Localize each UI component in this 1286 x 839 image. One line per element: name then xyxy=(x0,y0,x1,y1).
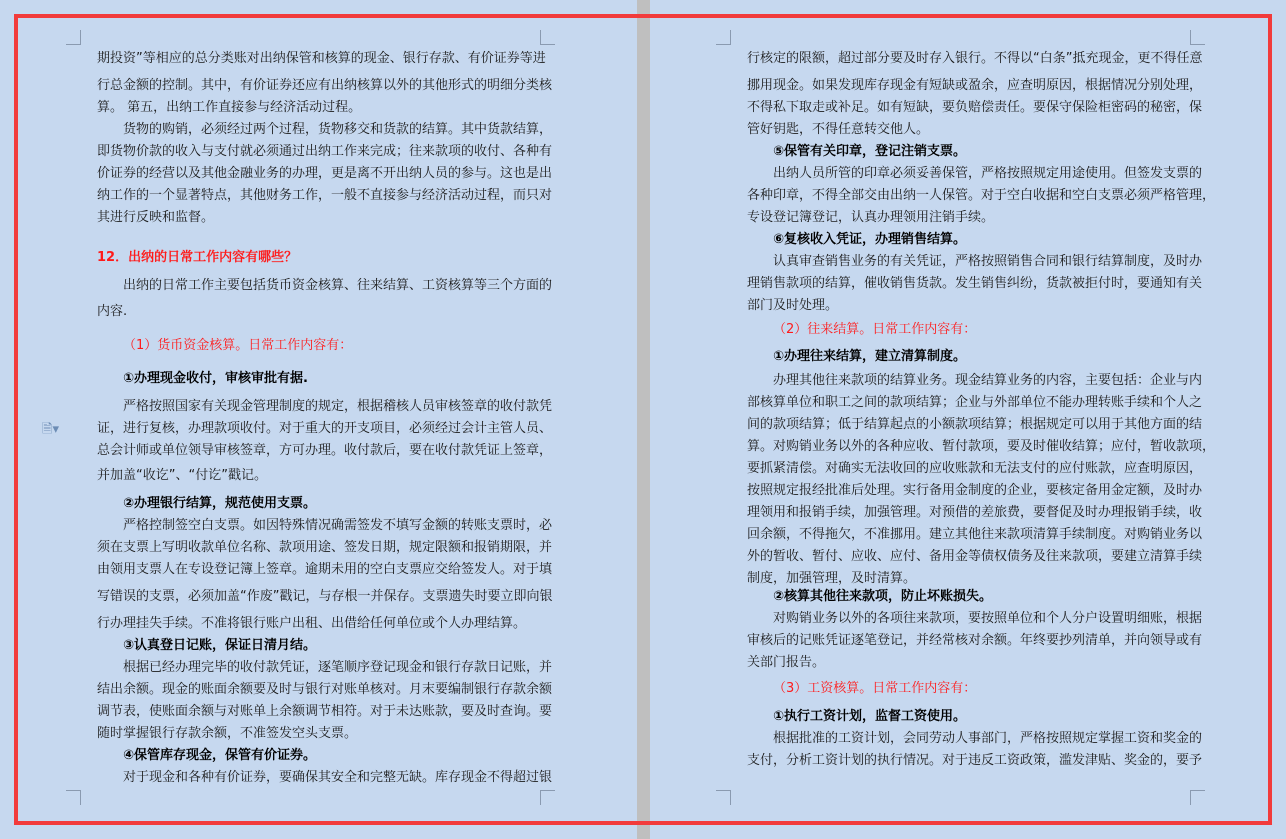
item-heading[interactable]: ①办理往来结算，建立清算制度。 xyxy=(773,349,967,364)
text-line[interactable]: 算。对购销业务以外的各种应收、暂付款项，要及时催收结算；应付，暂收款项， xyxy=(747,439,1216,454)
text-line[interactable]: 间的款项结算；低于结算起点的小额款项结算；根据规定可以用于其他方面的结 xyxy=(747,417,1203,432)
text-line[interactable]: 部核算单位和职工之间的款项结算；企业与外部单位不能办理转账手续和个人之 xyxy=(747,395,1203,410)
text-line[interactable]: 行总金额的控制。其中，有价证券还应有出纳核算以外的其他形式的明细分类核 xyxy=(97,78,553,93)
text-line[interactable]: 管好钥匙，不得任意转交他人。 xyxy=(747,122,930,137)
text-line[interactable]: 要抓紧清偿。对确实无法收回的应收账款和无法支付的应付账款，应查明原因， xyxy=(747,461,1203,476)
margin-corner-mark xyxy=(540,30,555,45)
item-heading[interactable]: ②核算其他往来款项，防止坏账损失。 xyxy=(773,589,993,604)
text-line[interactable]: 理领用和报销手续，加强管理。对预借的差旅费，要督促及时办理报销手续，收 xyxy=(747,505,1203,520)
margin-corner-mark xyxy=(66,790,81,805)
text-line[interactable]: 即货物价款的收入与支付就必须通过出纳工作来完成；往来款项的收付、各种有 xyxy=(97,144,553,159)
text-line[interactable]: 货物的购销，必须经过两个过程，货物移交和货款的结算。其中货款结算， xyxy=(123,122,553,137)
item-heading[interactable]: ④保管库存现金，保管有价证券。 xyxy=(123,748,317,763)
section-heading[interactable]: 12．出纳的日常工作内容有哪些？ xyxy=(97,250,298,265)
text-line[interactable]: 外的暂收、暂付、应收、应付、备用金等债权债务及往来款项，要建立清算手续 xyxy=(747,549,1203,564)
text-line[interactable]: 总会计师或单位领导审核签章，方可办理。收付款后，要在收付款凭证上签章， xyxy=(97,443,553,458)
text-line[interactable]: 部门及时处理。 xyxy=(747,298,839,313)
margin-corner-mark xyxy=(716,30,731,45)
item-heading[interactable]: ⑥复核收入凭证，办理销售结算。 xyxy=(773,232,967,247)
subsection-heading[interactable]: （3）工资核算。日常工作内容有： xyxy=(773,681,977,696)
text-line[interactable]: 严格按照国家有关现金管理制度的规定，根据稽核人员审核签章的收付款凭 xyxy=(123,399,553,414)
text-line[interactable]: 按照规定报经批准后处理。实行备用金制度的企业，要核定备用金定额，及时办 xyxy=(747,483,1203,498)
margin-corner-mark xyxy=(540,790,555,805)
text-line[interactable]: 理销售款项的结算，催收销售货款。发生销售纠纷，货款被拒付时，要通知有关 xyxy=(747,276,1203,291)
text-line[interactable]: 回余额，不得拖欠，不准挪用。建立其他往来款项清算手续制度。对购销业务以 xyxy=(747,527,1203,542)
text-line[interactable]: 期投资”等相应的总分类账对出纳保管和核算的现金、银行存款、有价证券等进 xyxy=(97,51,546,66)
text-line[interactable]: 关部门报告。 xyxy=(747,655,826,670)
text-line[interactable]: 制度，加强管理，及时清算。 xyxy=(747,571,917,586)
document-page-left[interactable] xyxy=(0,0,637,839)
document-page-right[interactable] xyxy=(650,0,1286,839)
text-line[interactable]: 调节表，使账面余额与对账单上余额调节相符。对于未达账款，要及时查询。要 xyxy=(97,704,553,719)
text-line[interactable]: 价证券的经营以及其他金融业务的办理，更是离不开出纳人员的参与。这也是出 xyxy=(97,166,553,181)
text-line[interactable]: 严格控制签空白支票。如因特殊情况确需签发不填写金额的转账支票时，必 xyxy=(123,518,553,533)
text-line[interactable]: 对购销业务以外的各项往来款项，要按照单位和个人分户设置明细账，根据 xyxy=(773,611,1203,626)
margin-corner-mark xyxy=(66,30,81,45)
text-line[interactable]: 根据已经办理完毕的收付款凭证，逐笔顺序登记现金和银行存款日记账，并 xyxy=(123,660,553,675)
item-heading[interactable]: ②办理银行结算，规范使用支票。 xyxy=(123,496,317,511)
text-line[interactable]: 审核后的记账凭证逐笔登记，并经常核对余额。年终要抄列清单，并向领导或有 xyxy=(747,633,1203,648)
item-heading[interactable]: ①执行工资计划，监督工资使用。 xyxy=(773,709,967,724)
item-heading[interactable]: ③认真登日记账，保证日清月结。 xyxy=(123,638,317,653)
margin-corner-mark xyxy=(1190,790,1205,805)
text-line[interactable]: 支付，分析工资计划的执行情况。对于违反工资政策，滥发津贴、奖金的，要予 xyxy=(747,753,1203,768)
text-line[interactable]: 内容. xyxy=(97,304,128,319)
text-line[interactable]: 出纳的日常工作主要包括货币资金核算、往来结算、工资核算等三个方面的 xyxy=(123,278,553,293)
text-line[interactable]: 其进行反映和监督。 xyxy=(97,210,215,225)
subsection-heading[interactable]: （2）往来结算。日常工作内容有： xyxy=(773,322,977,337)
text-line[interactable]: 结出余额。现金的账面余额要及时与银行对账单核对。月末要编制银行存款余额 xyxy=(97,682,553,697)
text-line[interactable]: 各种印章，不得全部交由出纳一人保管。对于空白收据和空白支票必须严格管理， xyxy=(747,188,1216,203)
margin-corner-mark xyxy=(1190,30,1205,45)
text-line[interactable]: 证，进行复核，办理款项收付。对于重大的开支项目，必须经过会计主管人员、 xyxy=(97,421,553,436)
text-line[interactable]: 对于现金和各种有价证券，要确保其安全和完整无缺。库存现金不得超过银 xyxy=(123,770,553,785)
text-line[interactable]: 算。 第五，出纳工作直接参与经济活动过程。 xyxy=(97,100,362,115)
text-line[interactable]: 由领用支票人在专设登记簿上签章。逾期未用的空白支票应交给签发人。对于填 xyxy=(97,562,553,577)
text-line[interactable]: 须在支票上写明收款单位名称、款项用途、签发日期，规定限额和报销期限，并 xyxy=(97,540,553,555)
margin-corner-mark xyxy=(716,790,731,805)
document-icon[interactable]: 🗎▾ xyxy=(42,422,59,437)
text-line[interactable]: 并加盖“收讫”、“付讫”戳记。 xyxy=(97,468,267,483)
text-line[interactable]: 行办理挂失手续。不准将银行账户出租、出借给任何单位或个人办理结算。 xyxy=(97,616,527,631)
subsection-heading[interactable]: （1）货币资金核算。日常工作内容有： xyxy=(123,338,353,353)
item-heading[interactable]: ⑤保管有关印章，登记注销支票。 xyxy=(773,144,967,159)
text-line[interactable]: 挪用现金。如果发现库存现金有短缺或盈余，应查明原因，根据情况分别处理， xyxy=(747,78,1203,93)
text-line[interactable]: 纳工作的一个显著特点，其他财务工作，一般不直接参与经济活动过程，而只对 xyxy=(97,188,553,203)
text-line[interactable]: 行核定的限额，超过部分要及时存入银行。不得以“白条”抵充现金，更不得任意 xyxy=(747,51,1203,66)
text-line[interactable]: 认真审查销售业务的有关凭证，严格按照销售合同和银行结算制度，及时办 xyxy=(773,254,1203,269)
text-line[interactable]: 随时掌握银行存款余额，不准签发空头支票。 xyxy=(97,726,358,741)
text-line[interactable]: 办理其他往来款项的结算业务。现金结算业务的内容，主要包括：企业与内 xyxy=(773,373,1203,388)
text-line[interactable]: 出纳人员所管的印章必须妥善保管，严格按照规定用途使用。但签发支票的 xyxy=(773,166,1203,181)
page-gap xyxy=(637,0,650,839)
text-line[interactable]: 写错误的支票，必须加盖“作废”戳记，与存根一并保存。支票遗失时要立即向银 xyxy=(97,589,553,604)
text-line[interactable]: 根据批准的工资计划，会同劳动人事部门，严格按照规定掌握工资和奖金的 xyxy=(773,731,1203,746)
text-line[interactable]: 专设登记簿登记，认真办理领用注销手续。 xyxy=(747,210,995,225)
item-heading[interactable]: ①办理现金收付，审核审批有据. xyxy=(123,371,308,386)
text-line[interactable]: 不得私下取走或补足。如有短缺，要负赔偿责任。要保守保险柜密码的秘密，保 xyxy=(747,100,1203,115)
